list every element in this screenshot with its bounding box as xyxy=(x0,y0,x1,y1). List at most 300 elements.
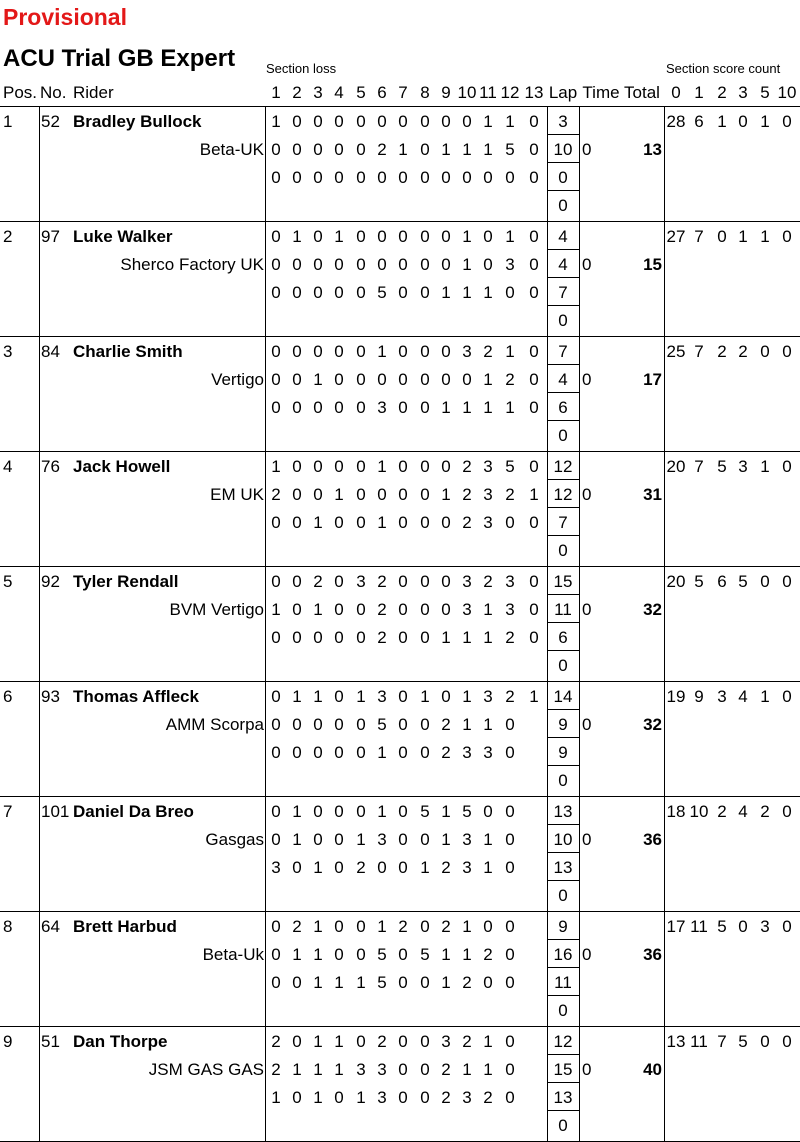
section-score: 1 xyxy=(483,858,493,877)
section-score: 0 xyxy=(292,283,302,302)
section-score: 0 xyxy=(398,830,408,849)
section-score: 5 xyxy=(505,457,515,476)
section-score: 0 xyxy=(313,112,323,131)
total-header: Total xyxy=(624,83,660,102)
section-score: 0 xyxy=(398,370,408,389)
section-score: 0 xyxy=(334,687,344,706)
rider-number: 92 xyxy=(41,572,60,591)
section-score: 2 xyxy=(462,485,472,504)
section-score: 0 xyxy=(441,600,451,619)
score-count: 0 xyxy=(717,227,727,246)
lap-score: 11 xyxy=(554,600,572,619)
section-score: 2 xyxy=(462,513,472,532)
section-header-2: 2 xyxy=(292,83,302,102)
section-score: 3 xyxy=(271,858,281,877)
rider-time: 0 xyxy=(582,715,592,734)
section-score: 3 xyxy=(441,1032,451,1051)
rider-name: Tyler Rendall xyxy=(73,572,179,591)
rider-number: 97 xyxy=(41,227,60,246)
score-count: 4 xyxy=(738,687,748,706)
section-score: 1 xyxy=(313,687,323,706)
section-score: 1 xyxy=(483,283,493,302)
section-score: 2 xyxy=(462,457,472,476)
section-score: 0 xyxy=(292,1088,302,1107)
section-score: 1 xyxy=(462,1060,472,1079)
lap-score: 7 xyxy=(558,513,568,532)
section-score: 0 xyxy=(271,715,281,734)
section-score: 0 xyxy=(377,858,387,877)
lap-divider xyxy=(547,479,580,480)
section-score: 1 xyxy=(441,802,451,821)
score-count: 0 xyxy=(782,342,792,361)
section-score: 0 xyxy=(398,1032,408,1051)
lap-score: 0 xyxy=(558,886,568,905)
section-score: 2 xyxy=(505,687,515,706)
section-score: 0 xyxy=(398,1088,408,1107)
section-score: 0 xyxy=(271,830,281,849)
section-score: 0 xyxy=(529,283,539,302)
score-count: 6 xyxy=(694,112,704,131)
section-score: 0 xyxy=(313,227,323,246)
column-divider xyxy=(664,222,665,337)
section-score: 0 xyxy=(420,917,430,936)
section-score: 1 xyxy=(271,1088,281,1107)
section-score: 0 xyxy=(356,743,366,762)
rider-position: 2 xyxy=(3,227,13,246)
score-count: 0 xyxy=(782,112,792,131)
section-score: 0 xyxy=(420,168,430,187)
score-count: 0 xyxy=(760,342,770,361)
lap-score: 7 xyxy=(558,342,568,361)
column-divider xyxy=(39,912,40,1027)
section-score: 0 xyxy=(334,572,344,591)
score-count: 13 xyxy=(666,1032,686,1051)
section-score: 0 xyxy=(334,802,344,821)
section-score: 0 xyxy=(356,342,366,361)
lap-score: 10 xyxy=(553,140,573,159)
score-count: 1 xyxy=(760,112,770,131)
score-count: 0 xyxy=(738,112,748,131)
rider-position: 3 xyxy=(3,342,13,361)
score-count: 7 xyxy=(694,342,704,361)
section-score: 0 xyxy=(292,1032,302,1051)
section-score: 2 xyxy=(441,715,451,734)
section-score: 0 xyxy=(529,227,539,246)
section-score: 0 xyxy=(271,140,281,159)
section-score: 3 xyxy=(462,858,472,877)
section-score: 2 xyxy=(271,485,281,504)
rider-position: 7 xyxy=(3,802,13,821)
rider-position: 8 xyxy=(3,917,13,936)
score-header-5: 5 xyxy=(760,83,770,102)
column-divider xyxy=(547,452,548,567)
lap-score: 13 xyxy=(553,1088,573,1107)
section-score: 1 xyxy=(441,140,451,159)
column-divider xyxy=(547,222,548,337)
section-score: 0 xyxy=(356,255,366,274)
section-score: 0 xyxy=(356,283,366,302)
section-score: 0 xyxy=(398,802,408,821)
section-score: 3 xyxy=(377,398,387,417)
rider-row xyxy=(0,452,800,567)
section-score: 1 xyxy=(271,112,281,131)
rider-total: 31 xyxy=(643,485,662,504)
section-score: 0 xyxy=(420,457,430,476)
section-score: 1 xyxy=(356,1088,366,1107)
score-count: 3 xyxy=(717,687,727,706)
section-score: 0 xyxy=(271,628,281,647)
section-score: 0 xyxy=(334,830,344,849)
section-score: 0 xyxy=(377,168,387,187)
section-score: 1 xyxy=(462,917,472,936)
lap-score: 0 xyxy=(558,771,568,790)
section-score: 0 xyxy=(271,283,281,302)
section-score: 5 xyxy=(377,973,387,992)
section-score: 0 xyxy=(420,370,430,389)
section-score: 1 xyxy=(377,513,387,532)
score-count: 2 xyxy=(738,342,748,361)
column-divider xyxy=(664,1027,665,1142)
section-score: 1 xyxy=(483,600,493,619)
lap-score: 14 xyxy=(553,687,573,706)
section-score: 0 xyxy=(377,227,387,246)
lap-score: 3 xyxy=(558,112,568,131)
section-score: 0 xyxy=(483,227,493,246)
section-score: 2 xyxy=(441,743,451,762)
section-score: 0 xyxy=(292,513,302,532)
rider-time: 0 xyxy=(582,485,592,504)
section-score: 1 xyxy=(377,802,387,821)
rider-team: Vertigo xyxy=(211,370,264,389)
lap-score: 15 xyxy=(553,572,573,591)
rider-name: Brett Harbud xyxy=(73,917,177,936)
rider-team: AMM Scorpa xyxy=(165,715,264,734)
rider-total: 32 xyxy=(643,715,662,734)
section-score: 0 xyxy=(398,342,408,361)
lap-score: 0 xyxy=(558,656,568,675)
section-score: 0 xyxy=(420,572,430,591)
score-count: 0 xyxy=(738,917,748,936)
section-score: 0 xyxy=(420,600,430,619)
score-count: 5 xyxy=(717,457,727,476)
section-score: 0 xyxy=(292,168,302,187)
section-score: 1 xyxy=(529,485,539,504)
section-score: 1 xyxy=(271,600,281,619)
section-score: 0 xyxy=(529,628,539,647)
lap-score: 13 xyxy=(553,858,573,877)
rider-row xyxy=(0,682,800,797)
section-score: 0 xyxy=(313,457,323,476)
section-score: 0 xyxy=(420,227,430,246)
lap-divider xyxy=(547,134,580,135)
section-score: 0 xyxy=(505,802,515,821)
section-score: 0 xyxy=(356,513,366,532)
section-score: 1 xyxy=(334,973,344,992)
column-divider xyxy=(579,1027,580,1142)
section-score: 3 xyxy=(483,457,493,476)
section-score: 1 xyxy=(505,398,515,417)
section-score: 1 xyxy=(483,370,493,389)
section-score: 0 xyxy=(505,830,515,849)
section-score: 0 xyxy=(356,600,366,619)
lap-score: 0 xyxy=(558,426,568,445)
column-divider xyxy=(664,912,665,1027)
section-score: 1 xyxy=(483,398,493,417)
section-score: 1 xyxy=(292,945,302,964)
rider-name: Charlie Smith xyxy=(73,342,183,361)
section-score: 0 xyxy=(377,255,387,274)
section-score: 0 xyxy=(420,342,430,361)
lap-divider xyxy=(547,162,580,163)
section-score: 2 xyxy=(462,973,472,992)
column-divider xyxy=(664,452,665,567)
section-header-7: 7 xyxy=(398,83,408,102)
section-score: 1 xyxy=(313,370,323,389)
section-score: 1 xyxy=(505,112,515,131)
section-score: 0 xyxy=(441,342,451,361)
score-count: 1 xyxy=(717,112,727,131)
score-count: 1 xyxy=(760,457,770,476)
rider-row xyxy=(0,567,800,682)
score-count: 11 xyxy=(690,1032,708,1051)
column-divider xyxy=(265,1027,266,1142)
section-score: 0 xyxy=(334,283,344,302)
lap-divider xyxy=(547,650,580,651)
section-score: 1 xyxy=(377,342,387,361)
section-score: 3 xyxy=(356,1060,366,1079)
score-count: 0 xyxy=(782,1032,792,1051)
section-score: 2 xyxy=(377,140,387,159)
section-score: 0 xyxy=(356,457,366,476)
score-count: 20 xyxy=(666,457,686,476)
section-score: 0 xyxy=(420,513,430,532)
event-title: ACU Trial GB Expert xyxy=(3,45,236,72)
section-score: 0 xyxy=(334,370,344,389)
section-score: 0 xyxy=(356,398,366,417)
section-score: 0 xyxy=(292,485,302,504)
score-header-3: 3 xyxy=(738,83,748,102)
section-score: 5 xyxy=(377,945,387,964)
section-score: 1 xyxy=(483,140,493,159)
section-score: 1 xyxy=(483,715,493,734)
rider-row xyxy=(0,222,800,337)
lap-score: 0 xyxy=(558,1116,568,1135)
section-score: 0 xyxy=(334,743,344,762)
section-score: 2 xyxy=(505,485,515,504)
column-divider xyxy=(579,337,580,452)
section-score: 0 xyxy=(505,743,515,762)
section-score: 0 xyxy=(271,917,281,936)
score-count: 2 xyxy=(717,342,727,361)
lap-divider xyxy=(547,1110,580,1111)
section-score: 3 xyxy=(505,572,515,591)
lap-divider xyxy=(547,190,580,191)
section-score: 2 xyxy=(377,572,387,591)
rider-team: Gasgas xyxy=(205,830,264,849)
section-score: 0 xyxy=(483,802,493,821)
section-score: 0 xyxy=(334,917,344,936)
section-score: 0 xyxy=(441,370,451,389)
section-score: 0 xyxy=(334,715,344,734)
section-score: 1 xyxy=(313,1060,323,1079)
section-score: 1 xyxy=(483,112,493,131)
section-score: 1 xyxy=(292,830,302,849)
section-score: 0 xyxy=(334,1088,344,1107)
section-score: 0 xyxy=(313,398,323,417)
lap-divider xyxy=(547,880,580,881)
lap-divider xyxy=(547,392,580,393)
column-divider xyxy=(39,107,40,222)
section-score: 0 xyxy=(420,140,430,159)
section-score: 0 xyxy=(398,600,408,619)
section-score: 0 xyxy=(271,743,281,762)
score-count: 1 xyxy=(760,227,770,246)
section-score: 1 xyxy=(462,687,472,706)
section-score: 1 xyxy=(462,283,472,302)
rider-team: BVM Vertigo xyxy=(169,600,264,619)
rider-time: 0 xyxy=(582,255,592,274)
rider-total: 40 xyxy=(643,1060,662,1079)
provisional-status: Provisional xyxy=(3,4,127,30)
score-count: 25 xyxy=(666,342,686,361)
section-score: 0 xyxy=(334,457,344,476)
lap-score: 0 xyxy=(558,541,568,560)
column-divider xyxy=(547,912,548,1027)
section-score: 5 xyxy=(462,802,472,821)
section-score: 0 xyxy=(505,1088,515,1107)
section-score: 1 xyxy=(483,830,493,849)
score-count: 3 xyxy=(760,917,770,936)
lap-divider xyxy=(547,249,580,250)
section-score: 0 xyxy=(529,342,539,361)
rider-total: 36 xyxy=(643,945,662,964)
score-count: 27 xyxy=(666,227,686,246)
section-score: 3 xyxy=(377,830,387,849)
section-score: 0 xyxy=(398,572,408,591)
column-divider xyxy=(265,912,266,1027)
no-header: No. xyxy=(40,83,67,102)
section-score: 0 xyxy=(377,370,387,389)
lap-score: 10 xyxy=(553,830,573,849)
rider-name: Dan Thorpe xyxy=(73,1032,168,1051)
column-divider xyxy=(579,222,580,337)
score-count: 0 xyxy=(782,802,792,821)
column-divider xyxy=(39,567,40,682)
section-score: 0 xyxy=(420,255,430,274)
rider-position: 9 xyxy=(3,1032,13,1051)
section-score: 5 xyxy=(505,140,515,159)
section-score: 0 xyxy=(313,283,323,302)
rider-total: 13 xyxy=(643,140,662,159)
lap-header: Lap xyxy=(548,83,578,102)
section-score: 0 xyxy=(441,168,451,187)
section-score: 0 xyxy=(529,140,539,159)
section-score: 1 xyxy=(313,917,323,936)
section-score: 3 xyxy=(377,687,387,706)
section-score: 0 xyxy=(271,945,281,964)
section-score: 0 xyxy=(505,1032,515,1051)
section-score: 5 xyxy=(377,715,387,734)
section-score: 0 xyxy=(271,513,281,532)
section-score: 0 xyxy=(271,687,281,706)
section-score: 2 xyxy=(441,858,451,877)
section-score: 1 xyxy=(462,398,472,417)
section-score: 1 xyxy=(377,917,387,936)
section-score: 0 xyxy=(313,255,323,274)
column-divider xyxy=(547,682,548,797)
score-count: 7 xyxy=(694,457,704,476)
column-divider xyxy=(579,797,580,912)
section-score: 0 xyxy=(398,227,408,246)
section-score: 1 xyxy=(441,628,451,647)
section-score: 0 xyxy=(441,457,451,476)
section-score: 0 xyxy=(441,255,451,274)
section-score: 3 xyxy=(377,1060,387,1079)
lap-score: 13 xyxy=(553,802,573,821)
section-score: 0 xyxy=(398,485,408,504)
section-score: 1 xyxy=(441,945,451,964)
section-score: 0 xyxy=(398,628,408,647)
section-score: 1 xyxy=(313,973,323,992)
section-score: 0 xyxy=(313,342,323,361)
lap-score: 15 xyxy=(553,1060,573,1079)
section-score: 0 xyxy=(529,112,539,131)
lap-score: 4 xyxy=(558,227,568,246)
section-score: 1 xyxy=(462,628,472,647)
section-score: 0 xyxy=(398,715,408,734)
section-score: 0 xyxy=(377,112,387,131)
section-score: 0 xyxy=(356,485,366,504)
column-divider xyxy=(579,567,580,682)
section-score: 3 xyxy=(483,485,493,504)
column-divider xyxy=(547,797,548,912)
column-divider xyxy=(547,1027,548,1142)
section-score: 1 xyxy=(313,513,323,532)
section-score: 0 xyxy=(292,457,302,476)
section-score: 1 xyxy=(292,802,302,821)
section-score: 0 xyxy=(292,973,302,992)
rider-position: 4 xyxy=(3,457,13,476)
section-score: 0 xyxy=(398,112,408,131)
section-score: 3 xyxy=(505,600,515,619)
column-divider xyxy=(664,107,665,222)
section-score: 1 xyxy=(292,1060,302,1079)
score-count: 19 xyxy=(666,687,686,706)
section-score: 0 xyxy=(292,370,302,389)
lap-score: 4 xyxy=(558,255,568,274)
section-score: 0 xyxy=(505,715,515,734)
section-score: 0 xyxy=(271,802,281,821)
section-score: 0 xyxy=(483,917,493,936)
lap-divider xyxy=(547,277,580,278)
column-divider xyxy=(265,337,266,452)
lap-score: 9 xyxy=(558,743,568,762)
section-score: 3 xyxy=(483,743,493,762)
section-score: 0 xyxy=(292,715,302,734)
lap-score: 4 xyxy=(558,370,568,389)
section-score: 3 xyxy=(462,572,472,591)
section-score: 0 xyxy=(420,973,430,992)
lap-divider xyxy=(547,939,580,940)
rider-team: EM UK xyxy=(210,485,264,504)
section-score: 5 xyxy=(420,802,430,821)
section-score: 3 xyxy=(356,572,366,591)
section-score: 0 xyxy=(271,370,281,389)
score-count: 5 xyxy=(738,1032,748,1051)
section-score: 1 xyxy=(483,1032,493,1051)
section-score: 0 xyxy=(334,858,344,877)
score-count: 6 xyxy=(717,572,727,591)
